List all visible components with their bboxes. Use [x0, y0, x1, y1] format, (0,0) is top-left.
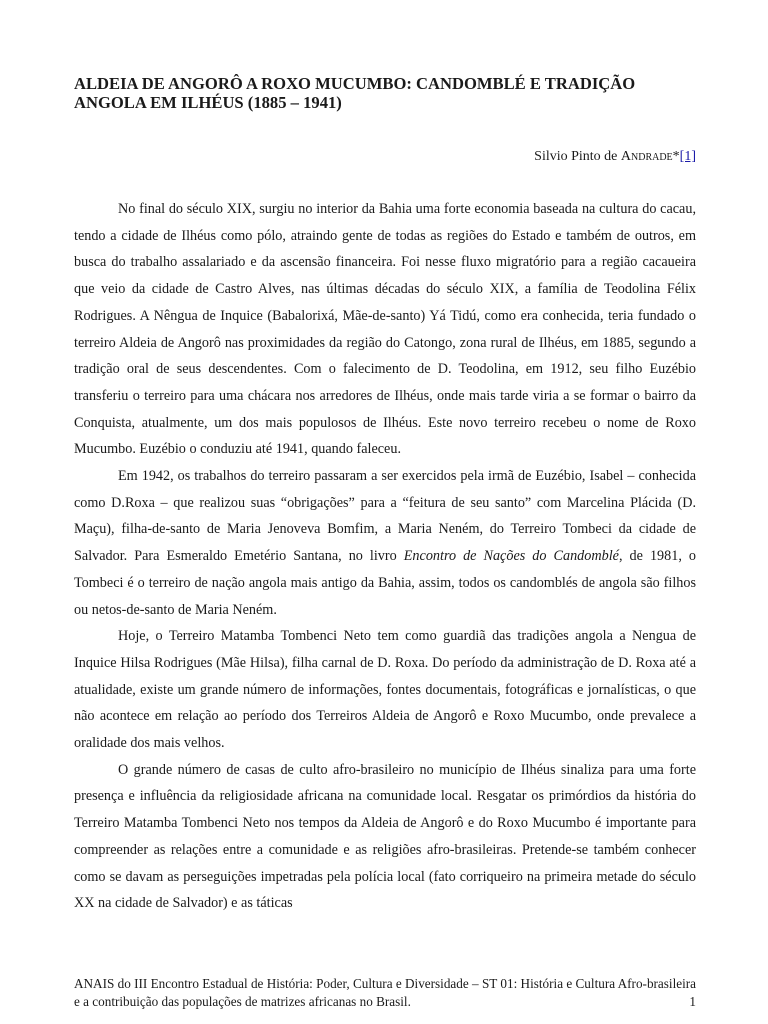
- page-footer: [74, 975, 696, 1011]
- paragraph-1: No final do século XIX, surgiu no interior da Bahia uma forte economia baseada na cultura do cacau, tendo a cidade de Ilhéus como pólo, atraindo gente de todas as regiões do Estado e também de outros, em busca do trabalho assalariado e da ascensão financeira. Foi nesse fluxo migratório para a região cacaueira que veio da cidade de Castro Alves, nas últimas décadas do século XIX, a família de Teodolina Félix Rodrigues. A Nêngua de Inquice (Babalorixá, Mãe-de-santo) Yá Tidú, como era conhecida, teria fundado o terreiro Aldeia de Angorô nas proximidades da região do Catongo, zona rural de Ilhéus, em 1885, segundo a tradição oral de seus descendentes. Com o falecimento de D. Teodolina, em 1912, seu filho Euzébio transferiu o terreiro para uma chácara nos arredores de Ilhéus, onde mais tarde viria a se formar o bairro da Conquista, atualmente, um dos mais populosos de Ilhéus. Este novo terreiro recebeu o nome de Roxo Mucumbo. Euzébio o conduziu até 1941, quando faleceu.: [74, 201, 696, 458]
- author-surname: Andrade: [620, 149, 673, 164]
- book-title: Encontro de Nações do Candomblé: [403, 548, 619, 565]
- paragraph-2: [74, 463, 696, 623]
- paragraph-3: Hoje, o Terreiro Matamba Tombenci Neto tem como guardiã das tradições angola a Nengua de Inquice Hilsa Rodrigues (Mãe Hilsa), filha carnal de D. Roxa. Do período da administração de D. Roxa até a atualidade, existe um grande número de informações, fontes documentais, fotográficas e jornalísticas, o que não acontece em relação ao período dos Terreiros Aldeia de Angorô e Roxo Mucumbo, onde prevalece a oralidade dos mais velhos.: [74, 628, 696, 752]
- author-line: [534, 149, 696, 165]
- paragraph-2-after: , de 1981, o Tombeci é o terreiro de nação angola mais antigo da Bahia, assim, todos os candomblés de angola são filhos ou netos-de-santo de Maria Neném.: [74, 548, 696, 618]
- document-body: [74, 196, 696, 917]
- paragraph-2-before: Em 1942, os trabalhos do terreiro passaram a ser exercidos pela irmã de Euzébio, Isabel – conhecida como D.Roxa – que realizou suas “obrigações” para a “feitura de seu santo” com Marcelina Plácida (D. Maçu), filha-de-santo de Maria Jenoveva Bomfim, a Maria Neném, do Terreiro Tombeci da cidade de Salvador. Para Esmeraldo Emetério Santana, no livro: [74, 468, 696, 565]
- footnote-link[interactable]: [1]: [679, 149, 696, 164]
- page-number: 1: [689, 994, 696, 1009]
- paragraph-4: O grande número de casas de culto afro-brasileiro no município de Ilhéus sinaliza para uma forte presença e influência da religiosidade africana na comunidade local. Resgatar os primórdios da história do Terreiro Matamba Tombenci Neto nos tempos da Aldeia de Angorô e do Roxo Mucumbo é importante para compreender as relações entre a comunidade e as religiões afro-brasileiras. Pretende-se também conhecer como se davam as perseguições impetradas pela polícia local (fato corriqueiro na primeira metade do século XX na cidade de Salvador) e as táticas: [74, 761, 696, 912]
- document-title: ALDEIA DE ANGORÔ A ROXO MUCUMBO: CANDOMBLÉ E TRADIÇÃO ANGOLA EM ILHÉUS (1885 – 1941): [74, 74, 636, 112]
- author-marker: *: [672, 149, 680, 164]
- author-name: Silvio Pinto de: [534, 149, 618, 164]
- footer-text: ANAIS do III Encontro Estadual de História: Poder, Cultura e Diversidade – ST 01: História e Cultura Afro-brasileira e a contribuição das populações de matrizes africanas no Brasil.: [74, 976, 696, 1009]
